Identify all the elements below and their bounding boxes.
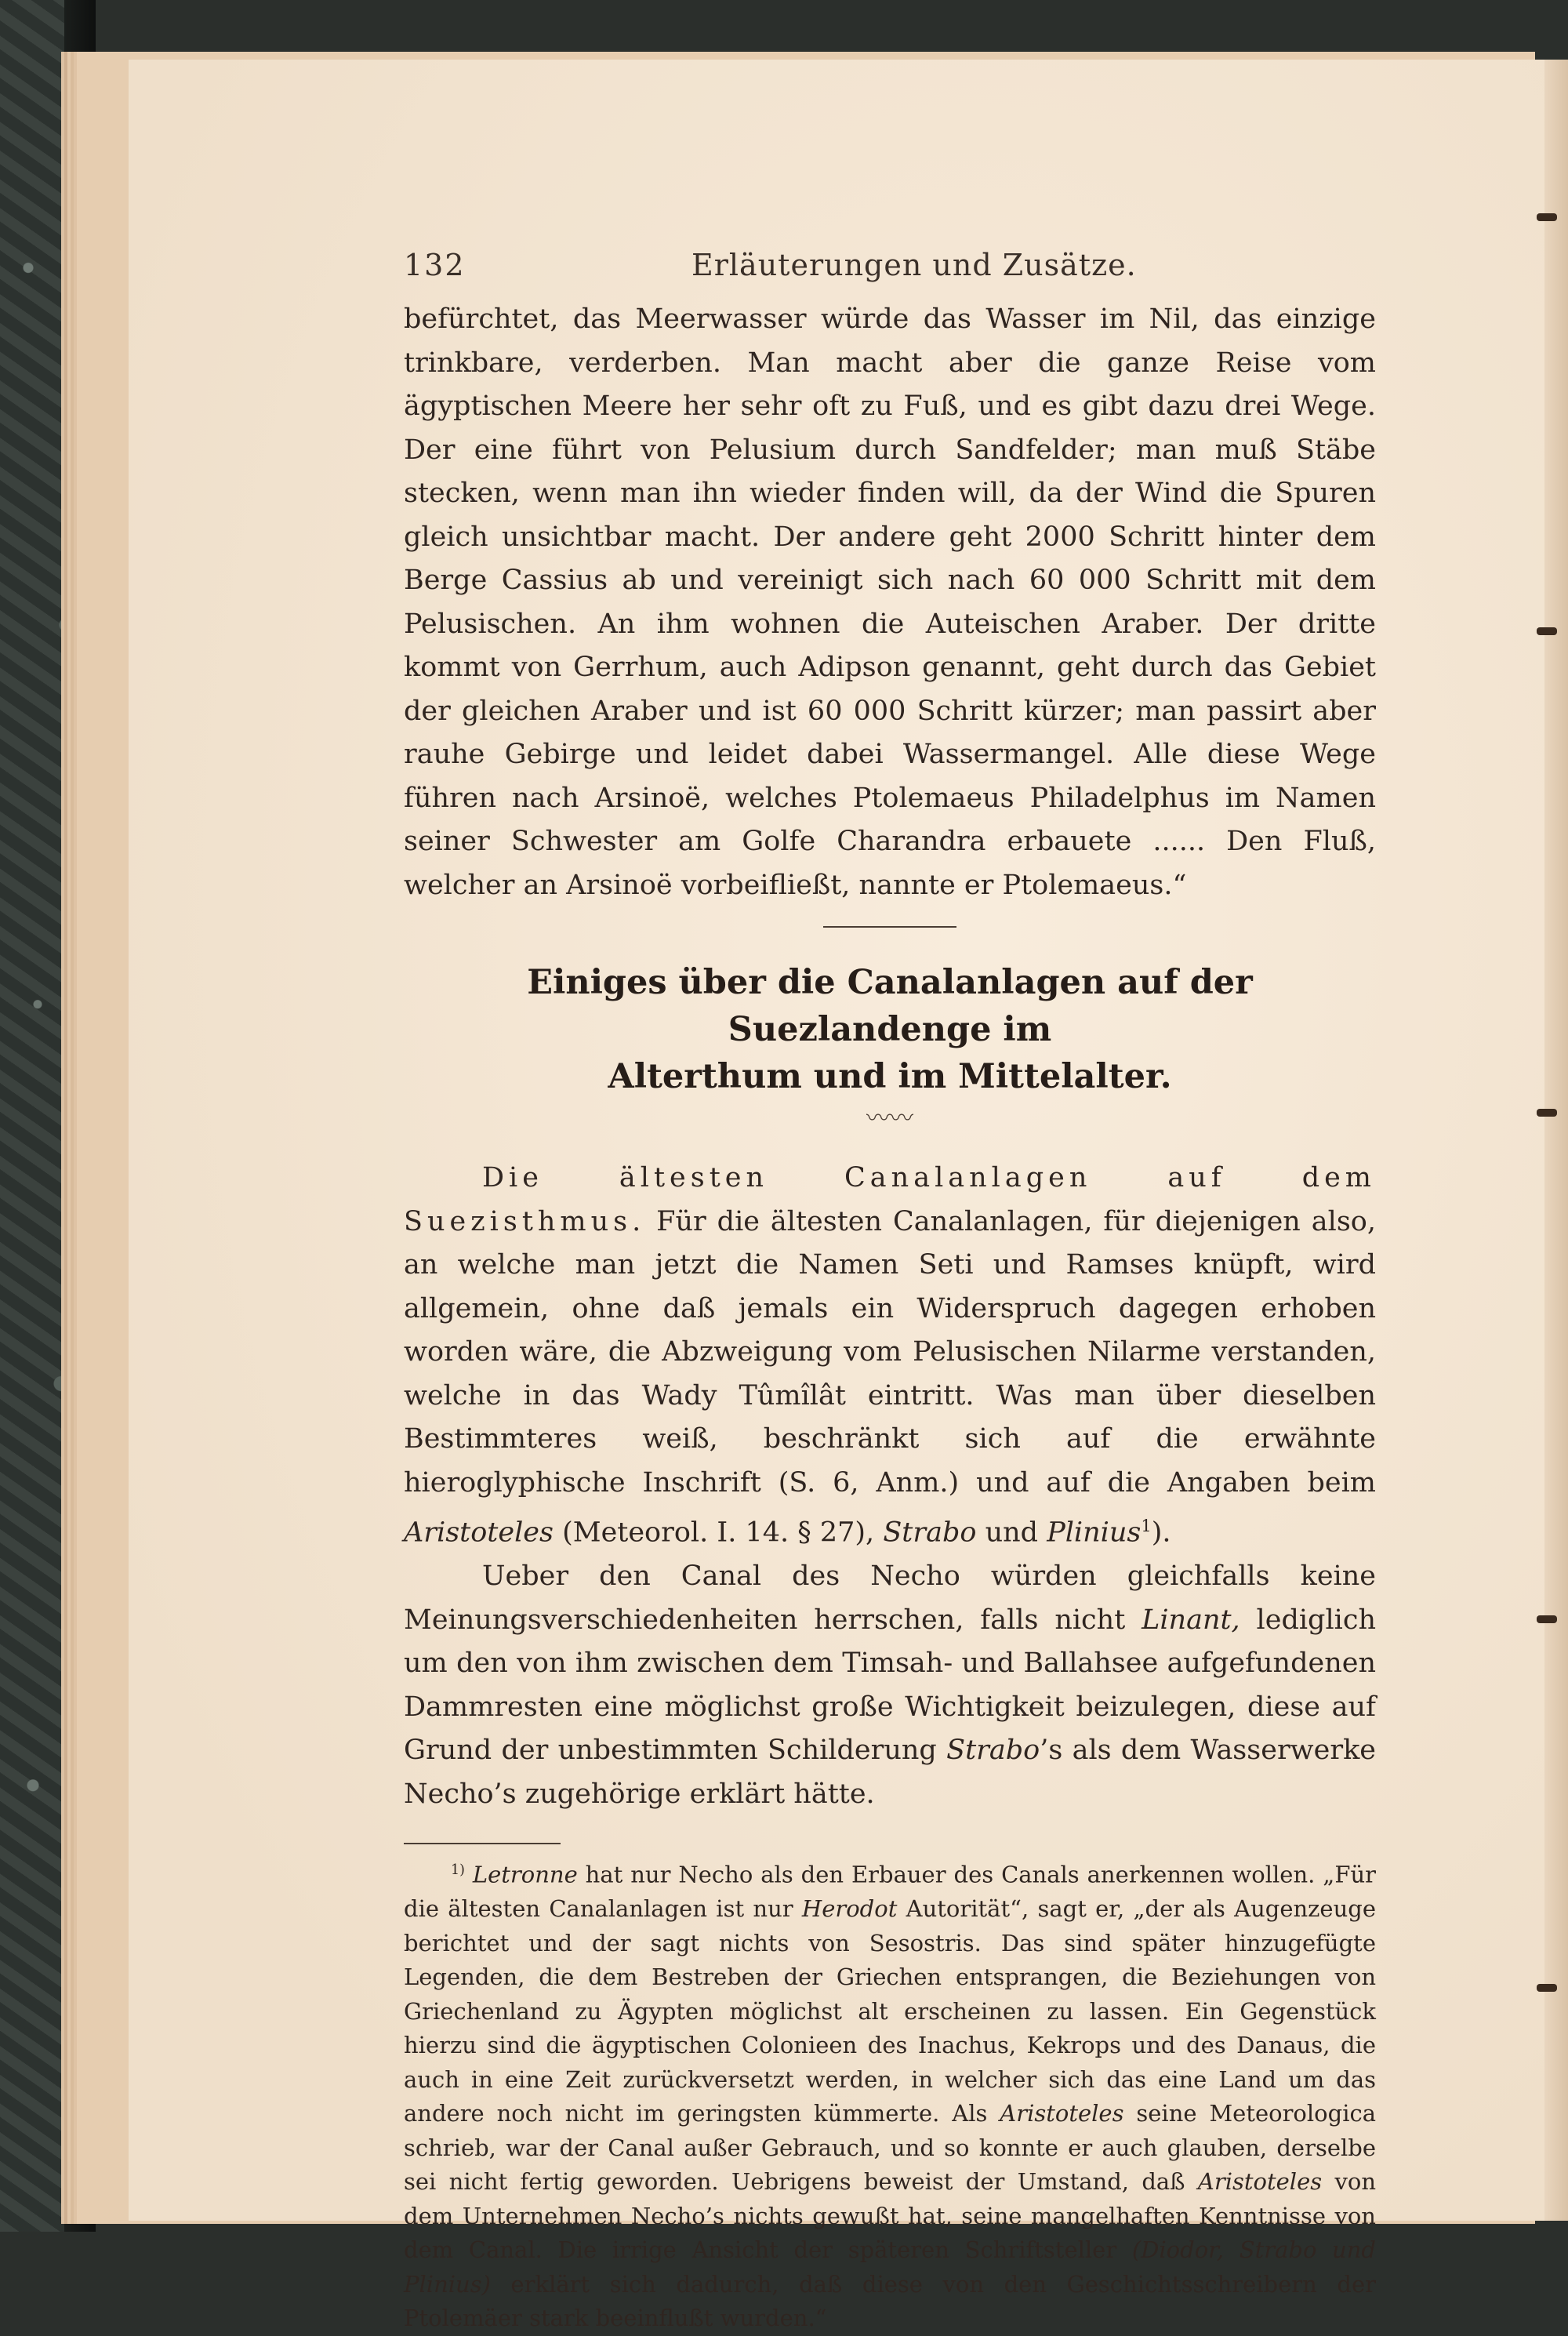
- binding-pin: [1537, 627, 1557, 635]
- section-divider: [823, 926, 956, 928]
- body-paragraph: Ueber den Canal des Necho würden gleichfalls keine Meinungsverschiedenheiten herrschen, falls nicht Linant, lediglich um den von ihm zwischen dem Timsah- und Ballahsee aufgefundenen Dammresten eine möglichst große Wichtigkeit beizulegen, diese auf Grund der unbestimmten Schilderung Strabo’s als dem Wasserwerke Necho’s zugehörige erklärt hätte.: [404, 1560, 1376, 1810]
- binding-pin: [1537, 213, 1557, 221]
- section-heading: Einiges über die Canalanlagen auf der Suezlandenge im Alterthum und im Mittelalter.: [527, 963, 1253, 1096]
- binding-pin: [1537, 1615, 1557, 1623]
- page-header: [404, 235, 1376, 298]
- body-text: [404, 298, 1376, 1816]
- quote-paragraph: befürchtet, das Meerwasser würde das Wasser im Nil, das einzige trinkbare, verderben. Man macht aber die ganze Reise vom ägyptischen Meere her sehr oft zu Fuß, und es gibt dazu drei Wege. Der eine führt von Pelusium durch Sandfelder; man muß Stäbe stecken, wenn man ihn wieder finden will, da der Wind die Spuren gleich unsichtbar macht. Der andere geht 2000 Schritt hinter dem Berge Cassius ab und vereinigt sich nach 60 000 Schritt mit dem Pelusischen. An ihm wohnen die Auteischen Araber. Der dritte kommt von Gerrhum, auch Adipson genannt, geht durch das Gebiet der gleichen Araber und ist 60 000 Schritt kürzer; man passirt aber rauhe Gebirge und leidet dabei Wassermangel. Alle diese Wege führen nach Arsinoë, welches Ptolemaeus Philadelphus im Namen seiner Schwester am Golfe Charandra erbauete ...... Den Fluß, welcher an Arsinoë vorbeifließt, nannte er Ptolemaeus.“: [404, 303, 1376, 901]
- footnotes: [404, 1854, 1376, 2336]
- running-head: Erläuterungen und Zusätze.: [691, 248, 1137, 282]
- binding-pin: [1537, 1109, 1557, 1117]
- footnote-divider: [404, 1843, 561, 1844]
- heading-ornament: 〰〰: [866, 1105, 913, 1132]
- page-number: 132: [404, 248, 466, 282]
- footnote-reference: 1: [1141, 1517, 1152, 1535]
- footnote: $^{1)}$ Letronne hat nur Necho als den Erbauer des Canals anerkennen wollen. „Für die ältesten Canalanlagen ist nur Herodot Autorität“, sagt er, „der als Augenzeuge berichtet und der sagt nichts von Sesostris. Das sind später hinzugefügte Legenden, die dem Bestreben der Griechen entsprangen, die Beziehungen von Griechenland zu Ägypten möglichst alt erscheinen zu lassen. Ein Gegenstück hierzu sind die ägyptischen Colonieen des Inachus, Kekrops und des Danaus, die auch in eine Zeit zurückversetzt werden, in welcher sich das eine Land um das andere noch nicht im geringsten kümmerte. Als Aristoteles seine Meteorologica schrieb, war der Canal außer Gebrauch, und so konnte er auch glauben, derselbe sei nicht fertig geworden. Uebrigens beweist der Umstand, daß Aristoteles von dem Unternehmen Necho’s nichts gewußt hat, seine mangelhaften Kenntnisse von dem Canal. Die irrige Ansicht der späteren Schriftsteller (Diodor, Strabo und Plinius) erklärt sich dadurch, daß diese von den Geschichtsschreibern der Ptolemäer stark beeinflußt wurden.“: [404, 1861, 1376, 2332]
- body-paragraph: Die ältesten Canalanlagen auf dem Suezisthmus. Für die ältesten Canalanlagen, für diejenigen also, an welche man jetzt die Namen Seti und Ramses knüpft, wird allgemein, ohne daß jemals ein Widerspruch dagegen erhoben worden wäre, die Abzweigung vom Pelusischen Nilarme verstanden, welche in das Wady Tûmîlât eintritt. Was man über dieselben Bestimmteres weiß, beschränkt sich auf die erwähnte hieroglyphische Inschrift (S. 6, Anm.) und auf die Angaben beim Aristoteles (Meteorol. I. 14. § 27), Strabo und Plinius$^1$).: [404, 1162, 1376, 1549]
- page-content: [404, 235, 1376, 2336]
- binding-pin: [1537, 1984, 1557, 1992]
- page-right-edge: [1544, 60, 1568, 2221]
